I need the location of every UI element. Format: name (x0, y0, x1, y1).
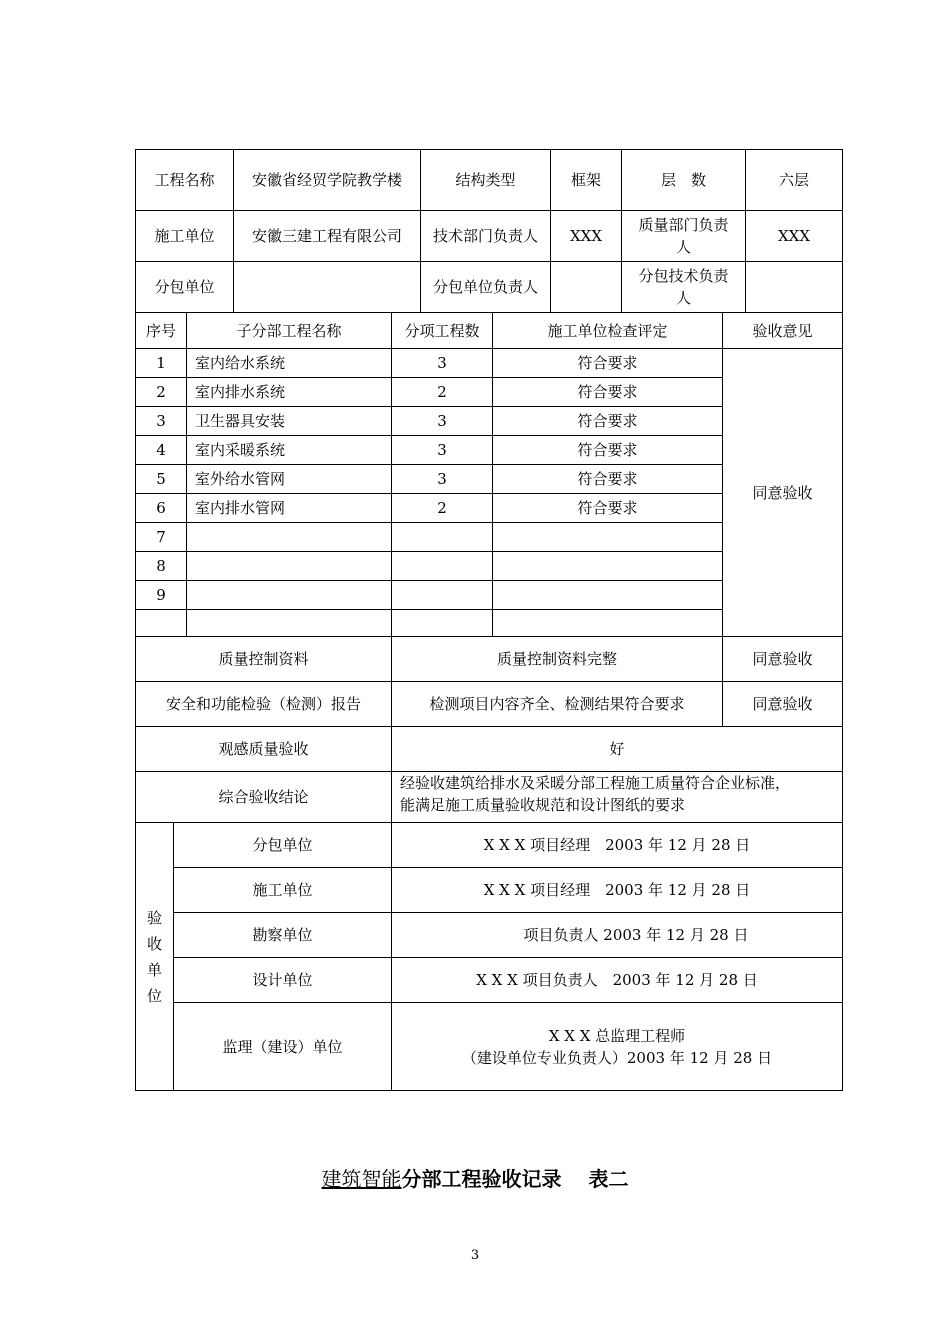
row-name: 室内采暖系统 (186, 435, 392, 465)
acceptance-group-char: 验 (146, 908, 162, 927)
row-eval: 符合要求 (492, 493, 723, 523)
row-eval (492, 522, 723, 552)
contractor-value: 安徽三建工程有限公司 (233, 210, 421, 262)
row-no: 8 (135, 551, 187, 581)
acceptance-group-label (135, 822, 174, 1091)
row-count: 2 (391, 493, 493, 523)
acceptance-unit-label: 施工单位 (173, 867, 392, 913)
quality-control-label: 质量控制资料 (135, 636, 392, 682)
row-no: 3 (135, 406, 187, 436)
row-name: 室内排水管网 (186, 493, 392, 523)
quality-control-eval: 质量控制资料完整 (391, 636, 723, 682)
project-name-label: 工程名称 (135, 149, 234, 211)
next-table-title (0, 1163, 950, 1192)
row-count (391, 522, 493, 552)
acceptance-group-char: 收 (146, 934, 162, 953)
row-count: 3 (391, 435, 493, 465)
column-header-name: 子分部工程名称 (186, 312, 392, 349)
row-no: 4 (135, 435, 187, 465)
row-name: 室内排水系统 (186, 377, 392, 407)
row-eval: 符合要求 (492, 435, 723, 465)
column-header-opinion: 验收意见 (722, 312, 843, 349)
row-no: 9 (135, 580, 187, 610)
acceptance-group-char: 位 (146, 986, 162, 1005)
row-name: 室外给水管网 (186, 464, 392, 494)
row-name (186, 551, 392, 581)
title-underlined-part: 建筑智能 (321, 1167, 402, 1191)
acceptance-group-char: 单 (146, 960, 162, 979)
sub-head-value (550, 261, 622, 313)
subcontractor-label: 分包单位 (135, 261, 234, 313)
row-name (186, 580, 392, 610)
subcontractor-value (233, 261, 421, 313)
safety-report-opinion: 同意验收 (722, 681, 843, 727)
quality-control-opinion: 同意验收 (722, 636, 843, 682)
acceptance-unit-label: 分包单位 (173, 822, 392, 868)
row-no: 1 (135, 348, 187, 378)
appearance-label: 观感质量验收 (135, 726, 392, 772)
sub-tech-head-label: 分包技术负责人 (621, 261, 746, 313)
safety-report-label: 安全和功能检验（检测）报告 (135, 681, 392, 727)
row-no (135, 609, 187, 637)
row-count: 2 (391, 377, 493, 407)
floors-label: 层 数 (621, 149, 746, 211)
row-no: 6 (135, 493, 187, 523)
appearance-eval: 好 (391, 726, 843, 772)
sub-tech-head-value (745, 261, 843, 313)
row-name (186, 522, 392, 552)
acceptance-unit-sign: X X X 项目负责人 2003 年 12 月 28 日 (391, 957, 843, 1003)
row-count: 3 (391, 348, 493, 378)
contractor-label: 施工单位 (135, 210, 234, 262)
supervisor-line-2: （建设单位专业负责人）2003 年 12 月 28 日 (461, 1048, 773, 1067)
acceptance-unit-sign: X X X 项目经理 2003 年 12 月 28 日 (391, 822, 843, 868)
row-name: 室内给水系统 (186, 348, 392, 378)
conclusion-line-1: 经验收建筑给排水及采暖分部工程施工质量符合企业标准， (400, 774, 791, 792)
sub-head-label: 分包单位负责人 (420, 261, 551, 313)
tech-head-label: 技术部门负责人 (420, 210, 551, 262)
quality-head-value: XXX (745, 210, 843, 262)
supervisor-line-1: X X X 总监理工程师 (548, 1026, 686, 1045)
row-count (391, 551, 493, 581)
acceptance-unit-label: 监理（建设）单位 (173, 1002, 392, 1091)
row-eval (492, 580, 723, 610)
page-number: 3 (470, 1248, 480, 1263)
acceptance-unit-sign: X X X 项目经理 2003 年 12 月 28 日 (391, 867, 843, 913)
column-header-no: 序号 (135, 312, 187, 349)
conclusion-line-2: 能满足施工质量验收规范和设计图纸的要求 (400, 796, 686, 814)
column-header-eval: 施工单位检查评定 (492, 312, 723, 349)
structure-type-value: 框架 (550, 149, 622, 211)
table-opinion-merged: 同意验收 (722, 348, 843, 637)
column-header-count: 分项工程数 (391, 312, 493, 349)
conclusion-label: 综合验收结论 (135, 771, 392, 823)
acceptance-unit-label: 勘察单位 (173, 912, 392, 958)
row-eval (492, 609, 723, 637)
row-no: 7 (135, 522, 187, 552)
quality-head-label: 质量部门负责人 (621, 210, 746, 262)
tech-head-value: XXX (550, 210, 622, 262)
row-no: 2 (135, 377, 187, 407)
conclusion-text (391, 771, 843, 823)
row-name: 卫生器具安装 (186, 406, 392, 436)
structure-type-label: 结构类型 (420, 149, 551, 211)
row-eval: 符合要求 (492, 377, 723, 407)
row-count: 3 (391, 406, 493, 436)
title-bold-part: 分部工程验收记录 表二 (401, 1167, 629, 1191)
safety-report-eval: 检测项目内容齐全、检测结果符合要求 (391, 681, 723, 727)
row-count: 3 (391, 464, 493, 494)
project-name-value: 安徽省经贸学院教学楼 (233, 149, 421, 211)
row-name (186, 609, 392, 637)
row-eval: 符合要求 (492, 348, 723, 378)
row-no: 5 (135, 464, 187, 494)
floors-value: 六层 (745, 149, 843, 211)
row-eval: 符合要求 (492, 406, 723, 436)
row-eval: 符合要求 (492, 464, 723, 494)
row-eval (492, 551, 723, 581)
row-count (391, 609, 493, 637)
acceptance-unit-label: 设计单位 (173, 957, 392, 1003)
acceptance-unit-sign: 项目负责人 2003 年 12 月 28 日 (391, 912, 843, 958)
row-count (391, 580, 493, 610)
acceptance-unit-sign (391, 1002, 843, 1091)
